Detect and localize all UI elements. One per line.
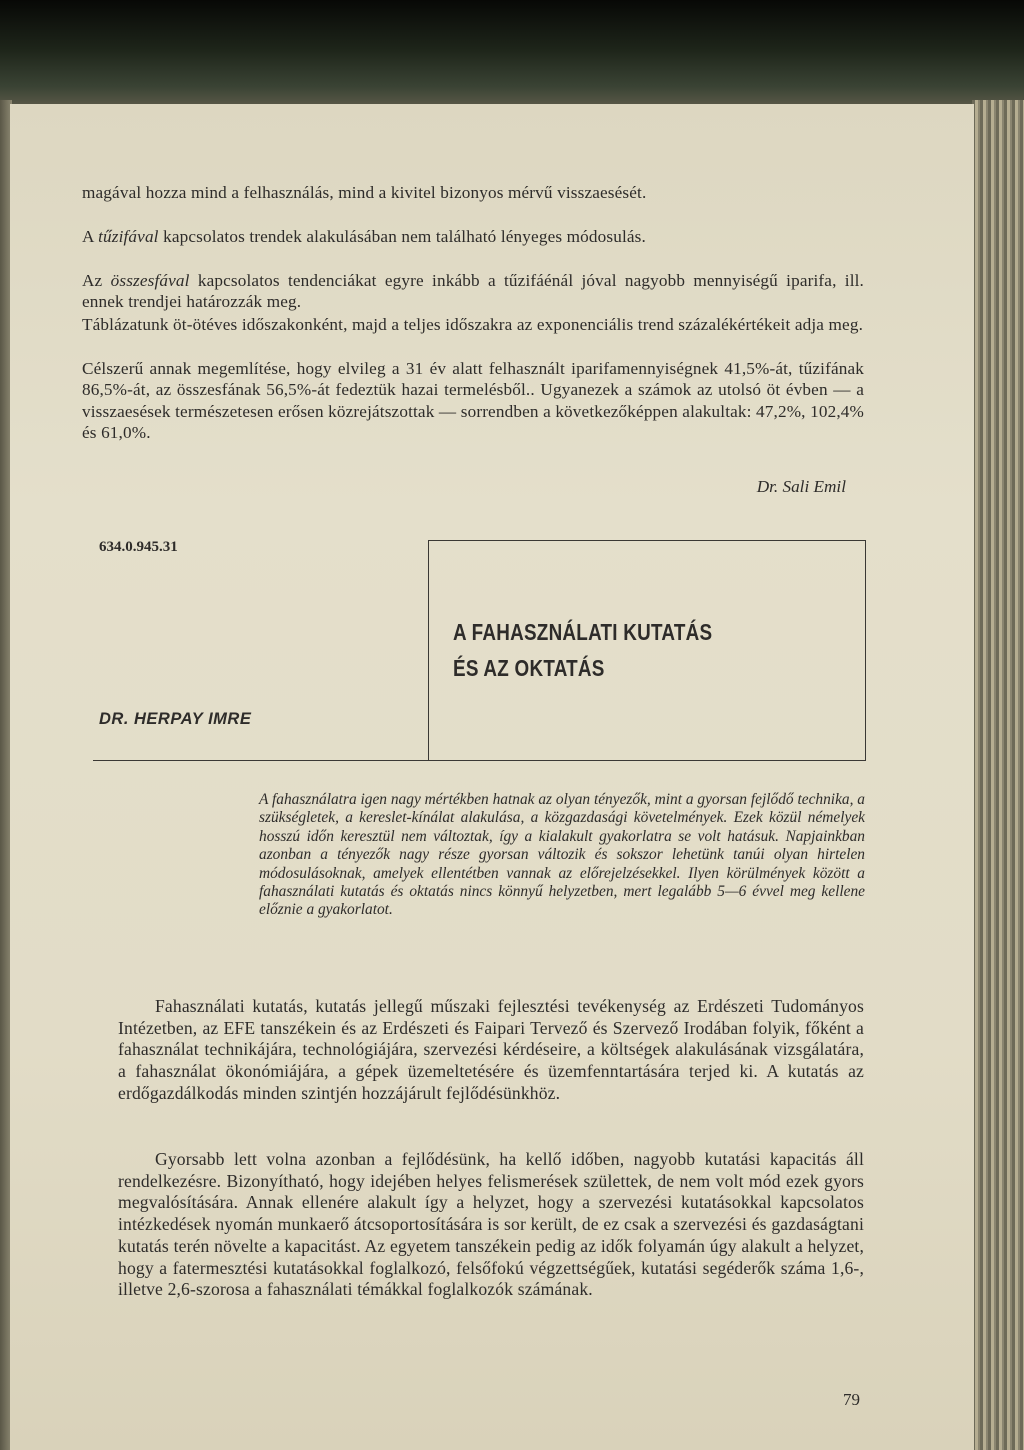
text: kapcsolatos tendenciákat egyre inkább a tűzifáénál jóval nagyobb mennyiségű iparifa, ill. ennek trendjei határozzák meg. — [82, 271, 864, 312]
paragraph-table-note: Táblázatunk öt-ötéves időszakonként, majd a teljes időszakra az exponenciális trend százalékértékeit adja meg. — [82, 315, 864, 334]
book-page-edges — [972, 100, 1024, 1450]
divider — [93, 760, 865, 761]
text: A — [82, 227, 99, 246]
text: kapcsolatos trendek alakulásában nem található lényeges módosulás. — [158, 227, 646, 246]
text: Az — [82, 271, 111, 290]
article-author: DR. HERPAY IMRE — [99, 710, 252, 728]
paragraph-percentages: Célszerű annak megemlítése, hogy elvileg a 31 év alatt felhasznált iparifamennyiségnek 41,5%-át, tűzifának 86,5%-át, az összesfának 56,5%-át fedeztük hazai termelésből.. Ugyanezek a számok az utolsó öt évben — a visszaesések természetesen erősen közrejátszottak — sorrendben a következőképpen alakultak: 47,2%, 102,4% és 61,0%. — [82, 359, 864, 443]
paragraph-tuzifa — [82, 226, 864, 247]
body-paragraph-1: Fahasználati kutatás, kutatás jellegű műszaki fejlesztési tevékenység az Erdészeti Tudományos Intézetben, az EFE tanszékein és az Erdészeti és Faipari Tervező és Szervező Irodában folyik, főként a fahasználat technikájára, technológiájára, szervezési kérdéseire, a költségek alakulásának vizsgálatára, a fahasználat ökonómiájára, a gépek üzemeltetésére és üzemfenntartására terjed ki. A kutatás az erdőgazdálkodás minden szintjén hozzájárult fejlődésünkhöz. — [118, 996, 864, 1103]
article-title-line-2: ÉS AZ OKTATÁS — [453, 655, 605, 681]
classification-code: 634.0.945.31 — [99, 539, 178, 555]
body-paragraph-2: Gyorsabb lett volna azonban a fejlődésünk, ha kellő időben, nagyobb kutatási kapacitás áll rendelkezésre. Bizonyítható, hogy idejében helyes felismerések születtek, de nem volt mód ezek gyors megvalósítására. Annak ellenére alakult így a helyzet, hogy a szervezési kutatásokkal kapcsolatos intézkedések nyomán munkaerő átcsoportosítására is sor került, de ez csak a szervezési és gazdaságtani kutatás terén növelte a kapacitást. Az egyetem tanszékein pedig az idők folyamán úgy alakult a helyzet, hogy a fatermesztési kutatásokkal foglalkozó, felsőfokú végzettségűek, kutatási segéderők száma 1,6-, illetve 2,6-szorosa a fahasználati témákkal foglalkozók számának. — [118, 1149, 864, 1300]
book-page — [10, 104, 974, 1450]
title-frame — [428, 540, 866, 761]
author-signature: Dr. Sali Emil — [756, 477, 846, 496]
article-title-line-1: A FAHASZNÁLATI KUTATÁS — [453, 619, 713, 645]
emphasis: összesfával — [110, 271, 190, 290]
page-number: 79 — [843, 1390, 860, 1409]
scan-top-edge — [0, 0, 1024, 108]
paragraph-continuation: magával hozza mind a felhasználás, mind a kivitel bizonyos mérvű visszaesését. — [82, 183, 647, 202]
emphasis: tűzifával — [98, 227, 159, 246]
paragraph-osszesfa — [82, 270, 864, 313]
article-abstract: A fahasználatra igen nagy mértékben hatnak az olyan tényezők, mint a gyorsan fejlődő technika, a szükségletek, a kereslet-kínálat alakulása, a közgazdasági követelmények. Ezek közül némelyek hosszú időn keresztül nem változtak, így a kialakult gyakorlatra se volt hatásuk. Napjainkban azonban a tényezők nagy része gyorsan változik és sokszor lehetünk tanúi olyan hirtelen módosulásoknak, amelyek ellentétben vannak az előrejelzésekkel. Ilyen körülmények között a fahasználati kutatás és oktatás nincs könnyű helyzetben, mert legalább 5—6 évvel meg kellene előznie a gyakorlatot. — [259, 791, 865, 919]
